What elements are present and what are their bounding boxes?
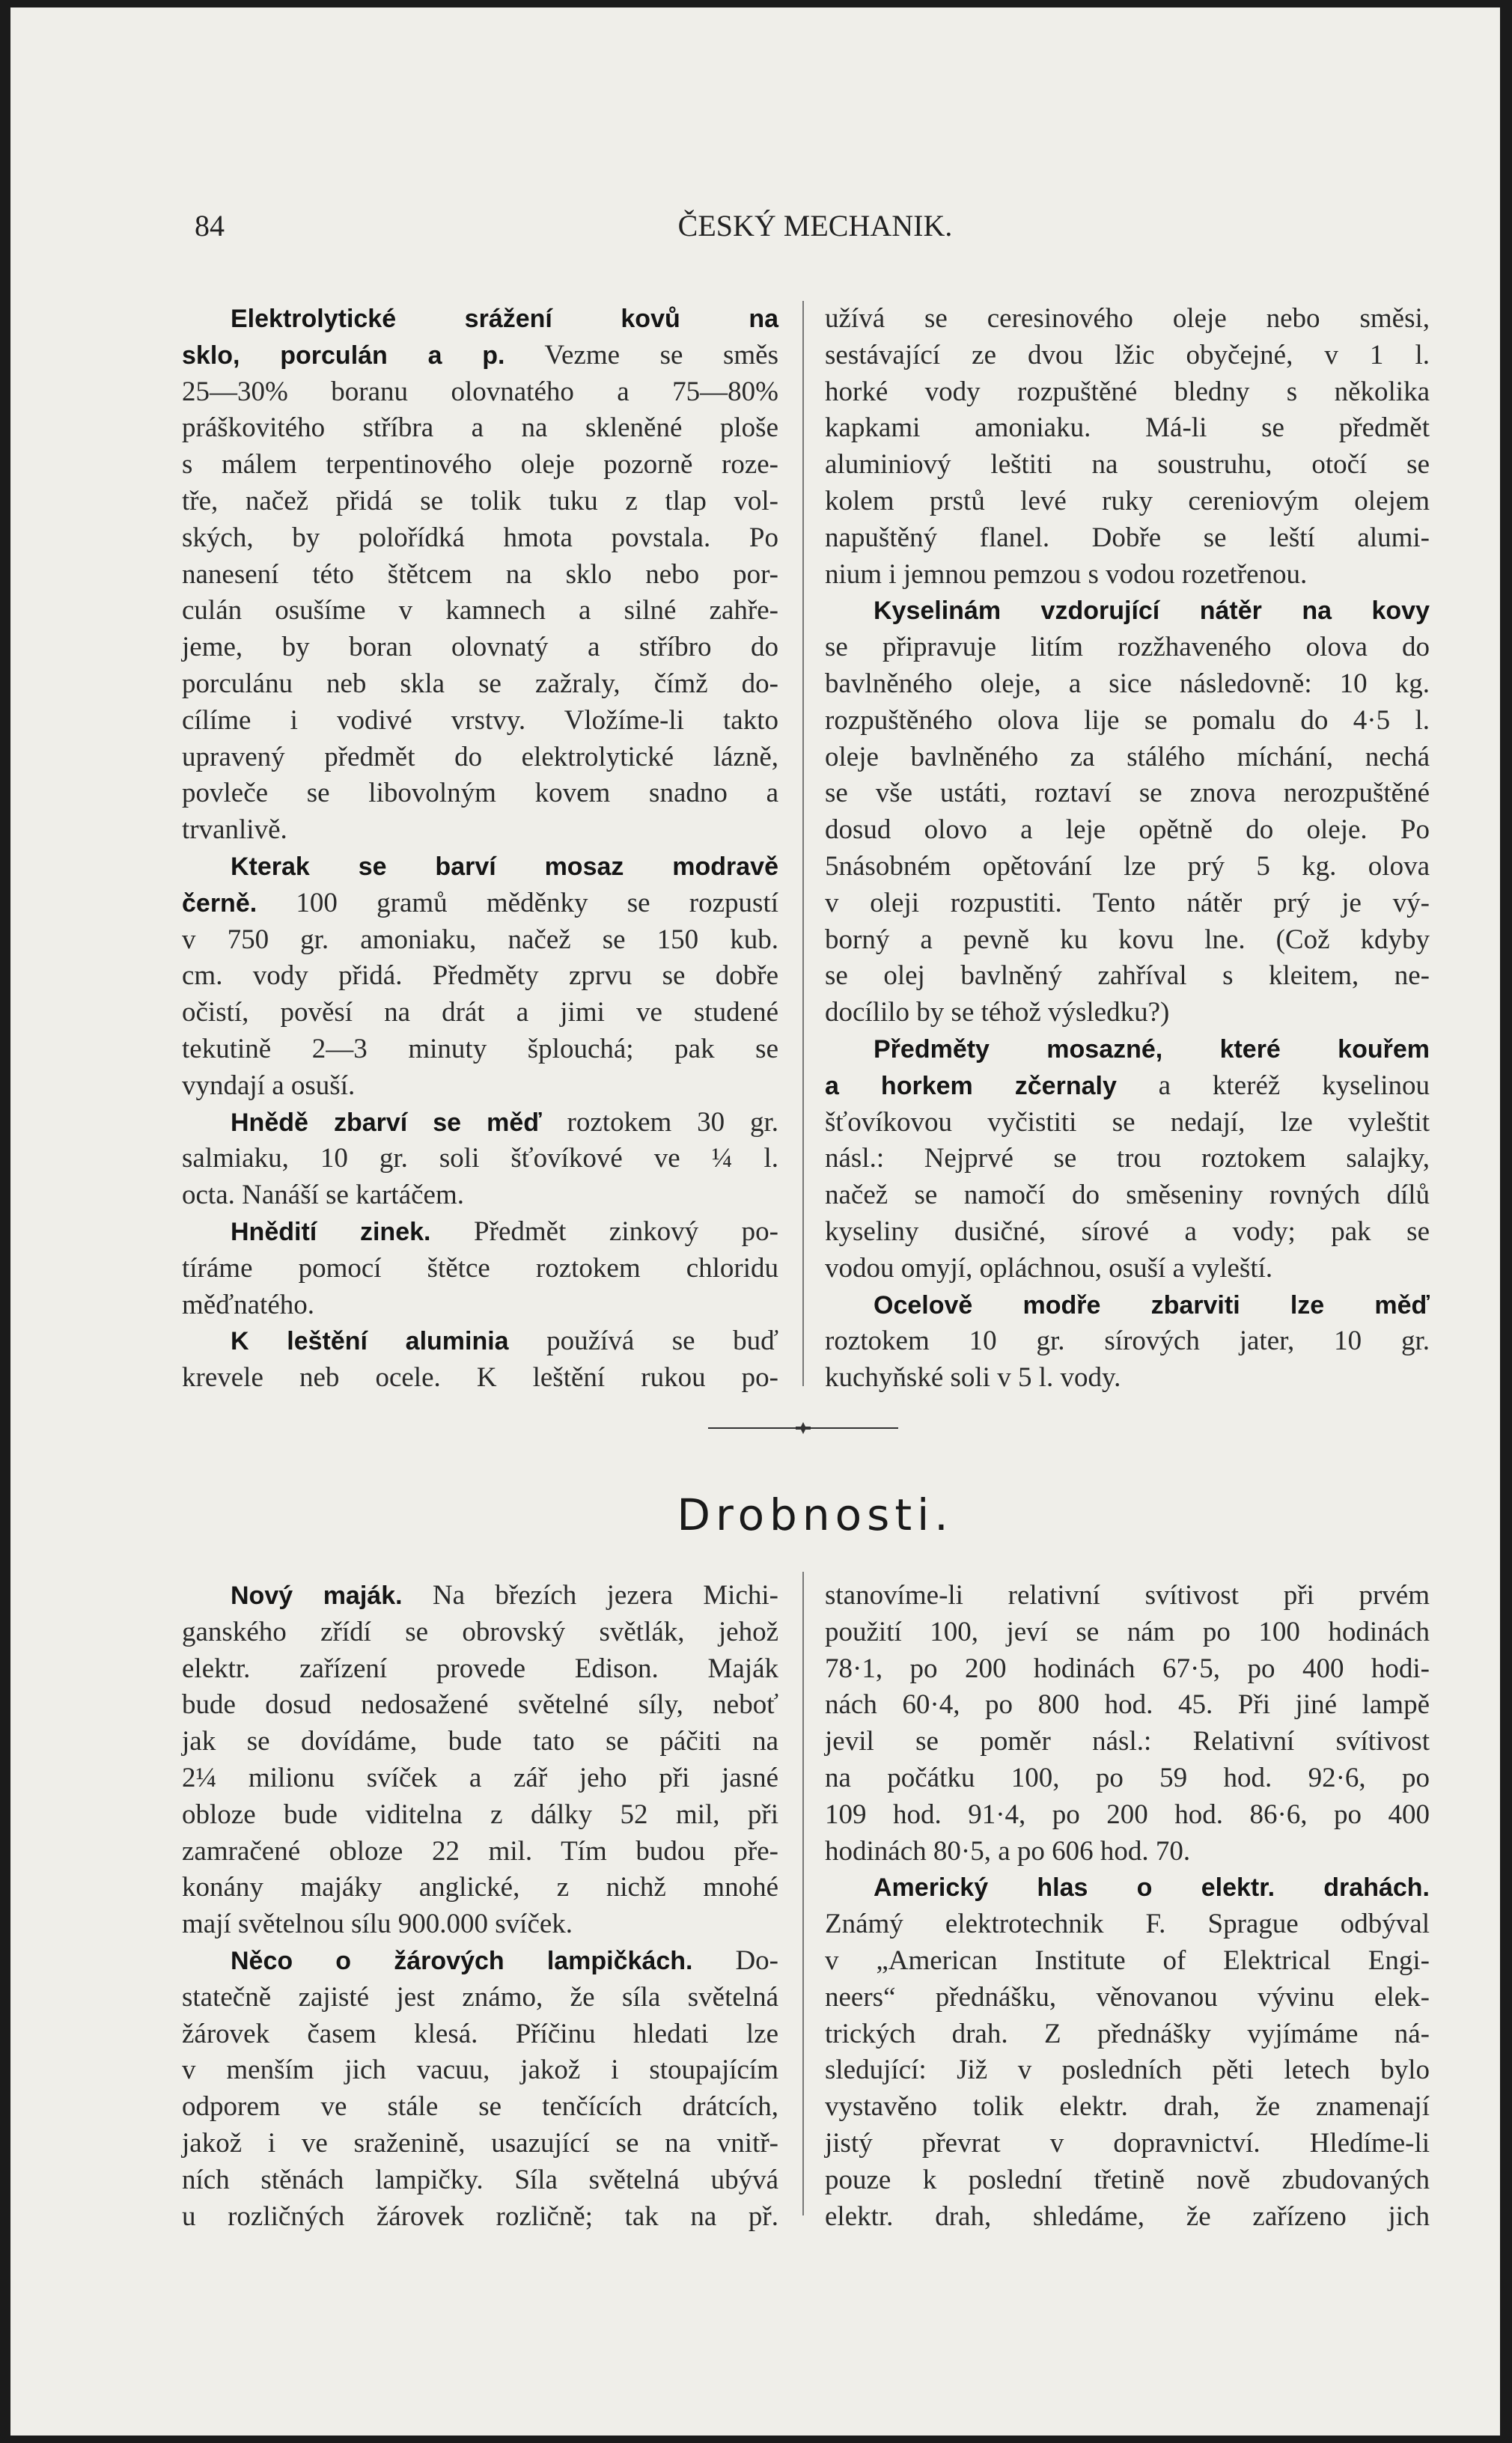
- text-line: [182, 2089, 778, 2126]
- text-line: [182, 2162, 778, 2199]
- text-line: [182, 1760, 778, 1797]
- body-text: používá se buď: [508, 1326, 778, 1357]
- body-text: 25—30% boranu olovnatého a 75—80%: [182, 376, 778, 407]
- article-title: černě.: [182, 888, 257, 918]
- text-line: [825, 520, 1430, 557]
- text-line: [825, 447, 1430, 484]
- body-text: horké vody rozpuštěné bledny s několika: [825, 376, 1430, 407]
- text-line: [182, 1105, 778, 1141]
- body-text: žárovek časem klesá. Příčinu hledati lze: [182, 2018, 778, 2049]
- text-line: [825, 1687, 1430, 1724]
- body-text: statečně zajisté jest známo, že síla světelná: [182, 1981, 778, 2013]
- text-line: [182, 1797, 778, 1834]
- text-line: [182, 1651, 778, 1688]
- text-line: [825, 1141, 1430, 1177]
- text-line: [182, 593, 778, 629]
- text-line: [182, 374, 778, 411]
- body-text: neers“ přednášku, věnovanou vývinu elek-: [825, 1981, 1430, 2013]
- text-line: [182, 1323, 778, 1360]
- text-line: [825, 301, 1430, 338]
- body-text: aluminiový leštiti na soustruhu, otočí se: [825, 449, 1430, 481]
- text-line: [182, 1943, 778, 1980]
- body-text: povleče se libovolným kovem snadno a: [182, 778, 778, 809]
- text-line: [825, 2199, 1430, 2236]
- text-line: [825, 1760, 1430, 1797]
- body-text: a kteréž kyselinou: [1116, 1070, 1430, 1101]
- text-line: [182, 410, 778, 447]
- body-text: se připravuje litím rozžhaveného olova do: [825, 632, 1430, 663]
- text-line: [825, 1251, 1430, 1287]
- text-line: [825, 849, 1430, 885]
- body-text: kuchyňské soli v 5 l. vody.: [825, 1362, 1121, 1394]
- text-line: [825, 1724, 1430, 1760]
- body-text: sestávající ze dvou lžic obyčejné, v 1 l.: [825, 339, 1430, 370]
- text-line: [182, 2052, 778, 2089]
- body-text: bavlněného oleje, a sice následovně: 10 kg.: [825, 668, 1430, 699]
- article-title: Kterak se barví mosaz modravě: [231, 852, 778, 881]
- body-text: jeme, by boran olovnatý a stříbro do: [182, 632, 778, 663]
- body-text: kyseliny dusičné, sírové a vody; pak se: [825, 1216, 1430, 1247]
- body-text: 5násobném opětování lze prý 5 kg. olova: [825, 850, 1430, 882]
- text-line: [825, 1870, 1430, 1906]
- text-line: [182, 922, 778, 959]
- text-line: [825, 1105, 1430, 1141]
- text-line: [825, 885, 1430, 922]
- article-title: Americký hlas o elektr. drahách.: [874, 1873, 1430, 1903]
- text-line: [182, 2126, 778, 2162]
- body-text: konány majáky anglické, z nichž mnohé: [182, 1872, 778, 1903]
- text-line: [825, 995, 1430, 1031]
- text-line: [825, 1906, 1430, 1943]
- text-line: [825, 593, 1430, 629]
- body-text: pouze k poslední třetině nově zbudovaných: [825, 2164, 1430, 2195]
- body-text: stanovíme-li relativní svítivost při prvém: [825, 1580, 1430, 1611]
- body-text: cílíme i vodivé vrstvy. Vložíme-li takto: [182, 704, 778, 736]
- body-text: s málem terpentinového oleje pozorně roze-: [182, 449, 778, 481]
- text-line: [182, 775, 778, 812]
- text-line: [182, 484, 778, 520]
- body-text: upravený předmět do elektrolytické lázně,: [182, 741, 778, 772]
- text-line: [825, 1177, 1430, 1214]
- body-text: trických drah. Z přednášky vyjímáme ná-: [825, 2018, 1430, 2049]
- body-text: roztokem 30 gr.: [541, 1106, 778, 1138]
- body-text: nanesení této štětcem na sklo nebo por-: [182, 558, 778, 590]
- text-line: [825, 2089, 1430, 2126]
- body-text: porculánu neb skla se zažraly, čímž do-: [182, 668, 778, 699]
- article-title: Hnědití zinek.: [231, 1217, 431, 1246]
- column-bottom-left: [182, 1578, 778, 2235]
- text-line: [182, 1906, 778, 1943]
- article-title: K leštění aluminia: [231, 1327, 509, 1356]
- body-text: rozpuštěného olova lije se pomalu do 4·5 l.: [825, 704, 1430, 736]
- body-text: odporem ve stále se tenčících drátcích,: [182, 2091, 778, 2123]
- body-text: Předmět zinkový po-: [430, 1216, 779, 1247]
- body-text: tekutině 2—3 minuty šplouchá; pak se: [182, 1033, 778, 1064]
- text-line: [825, 1834, 1430, 1870]
- text-line: [825, 1943, 1430, 1980]
- column-top-right: [825, 301, 1430, 1397]
- body-text: mají světelnou sílu 900.000 svíček.: [182, 1909, 573, 1940]
- body-text: hodinách 80·5, a po 606 hod. 70.: [825, 1835, 1191, 1867]
- body-text: očistí, pověsí na drát a jimi ve studené: [182, 997, 778, 1028]
- text-line: [825, 1651, 1430, 1688]
- body-text: jak se dovídáme, bude tato se páčiti na: [182, 1726, 778, 1757]
- column-top-left: [182, 301, 778, 1397]
- article-title: Hnědě zbarví se měď: [231, 1108, 542, 1137]
- text-line: [182, 1141, 778, 1177]
- text-line: [182, 849, 778, 885]
- text-line: [182, 629, 778, 666]
- text-line: [182, 1614, 778, 1651]
- text-line: [182, 557, 778, 594]
- body-text: krevele neb ocele. K leštění rukou po-: [182, 1362, 778, 1394]
- text-line: [825, 1797, 1430, 1834]
- body-text: trvanlivě.: [182, 814, 287, 846]
- text-line: [182, 2016, 778, 2053]
- text-line: [182, 301, 778, 338]
- text-line: [182, 995, 778, 1031]
- text-line: [825, 1980, 1430, 2016]
- text-line: [182, 338, 778, 374]
- body-text: se vše ustáti, roztaví se znova nerozpuštěné: [825, 778, 1430, 809]
- text-line: [825, 557, 1430, 594]
- body-text: 100 gramů měděnky se rozpustí: [257, 887, 778, 918]
- text-line: [182, 812, 778, 849]
- body-text: culán osušíme v kamnech a silné zahře-: [182, 595, 778, 626]
- text-line: [182, 1251, 778, 1287]
- text-line: [825, 2162, 1430, 2199]
- body-text: kolem prstů levé ruky cereniovým olejem: [825, 485, 1430, 516]
- body-text: v 750 gr. amoniaku, načež se 150 kub.: [182, 924, 778, 955]
- body-text: elektr. zařízení provede Edison. Maják: [182, 1653, 778, 1684]
- article-title: Ocelově modře zbarviti lze měď: [874, 1290, 1430, 1320]
- text-line: [182, 885, 778, 922]
- text-line: [182, 1287, 778, 1324]
- body-text: cm. vody přidá. Předměty zprvu se dobře: [182, 960, 778, 992]
- article-title: Předměty mosazné, které kouřem: [874, 1034, 1430, 1064]
- text-line: [182, 2199, 778, 2236]
- body-text: Známý elektrotechnik F. Sprague odbýval: [825, 1909, 1430, 1940]
- body-text: docílilo by se téhož výsledku?): [825, 997, 1170, 1028]
- article-title: Nový maják.: [231, 1582, 403, 1610]
- body-text: vodou omyjí, opláchnou, osuší a vyleští.: [825, 1252, 1273, 1284]
- article-title: Elektrolytické srážení kovů na: [231, 305, 778, 333]
- text-line: [825, 1360, 1430, 1397]
- text-line: [825, 374, 1430, 411]
- text-line: [182, 1687, 778, 1724]
- body-text: oleje bavlněného za stálého míchání, nechá: [825, 741, 1430, 772]
- text-line: [182, 1870, 778, 1906]
- text-line: [182, 1578, 778, 1614]
- text-line: [182, 447, 778, 484]
- text-line: [182, 1031, 778, 1068]
- body-text: použití 100, jeví se nám po 100 hodinách: [825, 1616, 1430, 1647]
- text-line: [825, 484, 1430, 520]
- body-text: u rozličných žárovek rozličně; tak na př.: [182, 2200, 778, 2232]
- text-line: [825, 1214, 1430, 1251]
- text-line: [182, 1834, 778, 1870]
- body-text: obloze bude viditelna z dálky 52 mil, při: [182, 1799, 778, 1830]
- body-text: násl.: Nejprvé se trou roztokem salajky,: [825, 1143, 1430, 1174]
- text-line: [182, 1177, 778, 1214]
- text-line: [825, 958, 1430, 995]
- body-text: salmiaku, 10 gr. soli šťovíkové ve ¼ l.: [182, 1143, 778, 1174]
- text-line: [825, 703, 1430, 739]
- body-text: užívá se ceresinového oleje nebo směsi,: [825, 303, 1430, 334]
- body-text: elektr. drah, shledáme, že zařízeno jich: [825, 2200, 1430, 2232]
- body-text: Na březích jezera Michi-: [402, 1580, 778, 1611]
- body-text: napuštěný flanel. Dobře se leští alumi-: [825, 522, 1430, 553]
- section-heading: Drobnosti.: [677, 1489, 954, 1540]
- text-line: [825, 2016, 1430, 2053]
- body-text: jevil se poměr násl.: Relativní svítivost: [825, 1726, 1430, 1757]
- body-text: měďnatého.: [182, 1289, 314, 1320]
- body-text: kapkami amoniaku. Má-li se předmět: [825, 412, 1430, 444]
- column-bottom-right: [825, 1578, 1430, 2235]
- article-title: sklo, porculán a p.: [182, 341, 505, 370]
- body-text: ních stěnách lampičky. Síla světelná ubývá: [182, 2164, 778, 2195]
- text-line: [182, 1068, 778, 1105]
- article-title: a horkem zčernaly: [825, 1071, 1117, 1100]
- text-line: [182, 666, 778, 703]
- body-text: tíráme pomocí štětce roztokem chloridu: [182, 1252, 778, 1284]
- body-text: nách 60·4, po 800 hod. 45. Při jiné lampě: [825, 1689, 1430, 1721]
- text-line: [825, 775, 1430, 812]
- body-text: bude dosud nedosažené světelné síly, neboť: [182, 1689, 778, 1721]
- body-text: na počátku 100, po 59 hod. 92·6, po: [825, 1762, 1430, 1793]
- text-line: [825, 1287, 1430, 1324]
- body-text: borný a pevně ku kovu lne. (Což kdyby: [825, 924, 1430, 955]
- text-line: [182, 739, 778, 776]
- body-text: se olej bavlněný zahříval s kleitem, ne-: [825, 960, 1430, 992]
- text-line: [825, 1614, 1430, 1651]
- text-line: [182, 1360, 778, 1397]
- body-text: nium i jemnou pemzou s vodou rozetřenou.: [825, 558, 1308, 590]
- body-text: v menším jich vacuu, jakož i stoupajícím: [182, 2055, 778, 2086]
- page-number: 84: [195, 209, 225, 243]
- column-rule-top: [802, 301, 804, 1386]
- body-text: 2¼ milionu svíček a zář jeho při jasné: [182, 1762, 778, 1793]
- text-line: [825, 1068, 1430, 1105]
- body-text: jakož i ve sraženině, usazující se na vnitř-: [182, 2127, 778, 2159]
- text-line: [182, 520, 778, 557]
- body-text: dosud olovo a leje opětně do oleje. Po: [825, 814, 1430, 846]
- body-text: tře, načež přidá se tolik tuku z tlap vol-: [182, 485, 778, 516]
- body-text: zamračené obloze 22 mil. Tím budou pře-: [182, 1835, 778, 1867]
- text-line: [825, 2126, 1430, 2162]
- body-text: v oleji rozpustiti. Tento nátěr prý je vý-: [825, 887, 1430, 918]
- text-line: [825, 410, 1430, 447]
- running-title: ČESKÝ MECHANIK.: [677, 209, 953, 243]
- body-text: vystavěno tolik elektr. drah, že znamenají: [825, 2091, 1430, 2123]
- body-text: načež se namočí do směseniny rovných dílů: [825, 1180, 1430, 1211]
- text-line: [825, 1031, 1430, 1068]
- body-text: 109 hod. 91·4, po 200 hod. 86·6, po 400: [825, 1799, 1430, 1830]
- text-line: [182, 1724, 778, 1760]
- page: [10, 7, 1500, 2436]
- body-text: vyndají a osuší.: [182, 1070, 356, 1101]
- body-text: šťovíkovou vyčistiti se nedají, lze vyleštit: [825, 1106, 1430, 1138]
- body-text: roztokem 10 gr. sírových jater, 10 gr.: [825, 1326, 1430, 1357]
- text-line: [182, 1980, 778, 2016]
- text-line: [182, 1214, 778, 1251]
- body-text: ských, by polořídká hmota povstala. Po: [182, 522, 778, 553]
- text-line: [825, 812, 1430, 849]
- article-title: Něco o žárových lampičkách.: [231, 1946, 693, 1975]
- text-line: [825, 338, 1430, 374]
- text-line: [825, 1578, 1430, 1614]
- body-text: ganského zřídí se obrovský světlák, jehož: [182, 1616, 778, 1647]
- body-text: jistý převrat v dopravnictví. Hledíme-li: [825, 2127, 1430, 2159]
- text-line: [825, 1323, 1430, 1360]
- body-text: v „American Institute of Elektrical Engi-: [825, 1945, 1430, 1976]
- article-title: Kyselinám vzdorující nátěr na kovy: [874, 597, 1430, 626]
- column-rule-bottom: [802, 1572, 804, 2215]
- text-line: [182, 703, 778, 739]
- ornament-divider-icon: [708, 1421, 898, 1436]
- body-text: práškovitého stříbra a na skleněné ploše: [182, 412, 778, 444]
- text-line: [182, 958, 778, 995]
- text-line: [825, 629, 1430, 666]
- body-text: 78·1, po 200 hodinách 67·5, po 400 hodi-: [825, 1653, 1430, 1684]
- text-line: [825, 2052, 1430, 2089]
- body-text: Vezme se směs: [504, 339, 778, 370]
- text-line: [825, 739, 1430, 776]
- text-line: [825, 666, 1430, 703]
- body-text: Do-: [692, 1945, 778, 1976]
- text-line: [825, 922, 1430, 959]
- body-text: octa. Nanáší se kartáčem.: [182, 1180, 465, 1211]
- body-text: sledující: Již v posledních pěti letech bylo: [825, 2055, 1430, 2086]
